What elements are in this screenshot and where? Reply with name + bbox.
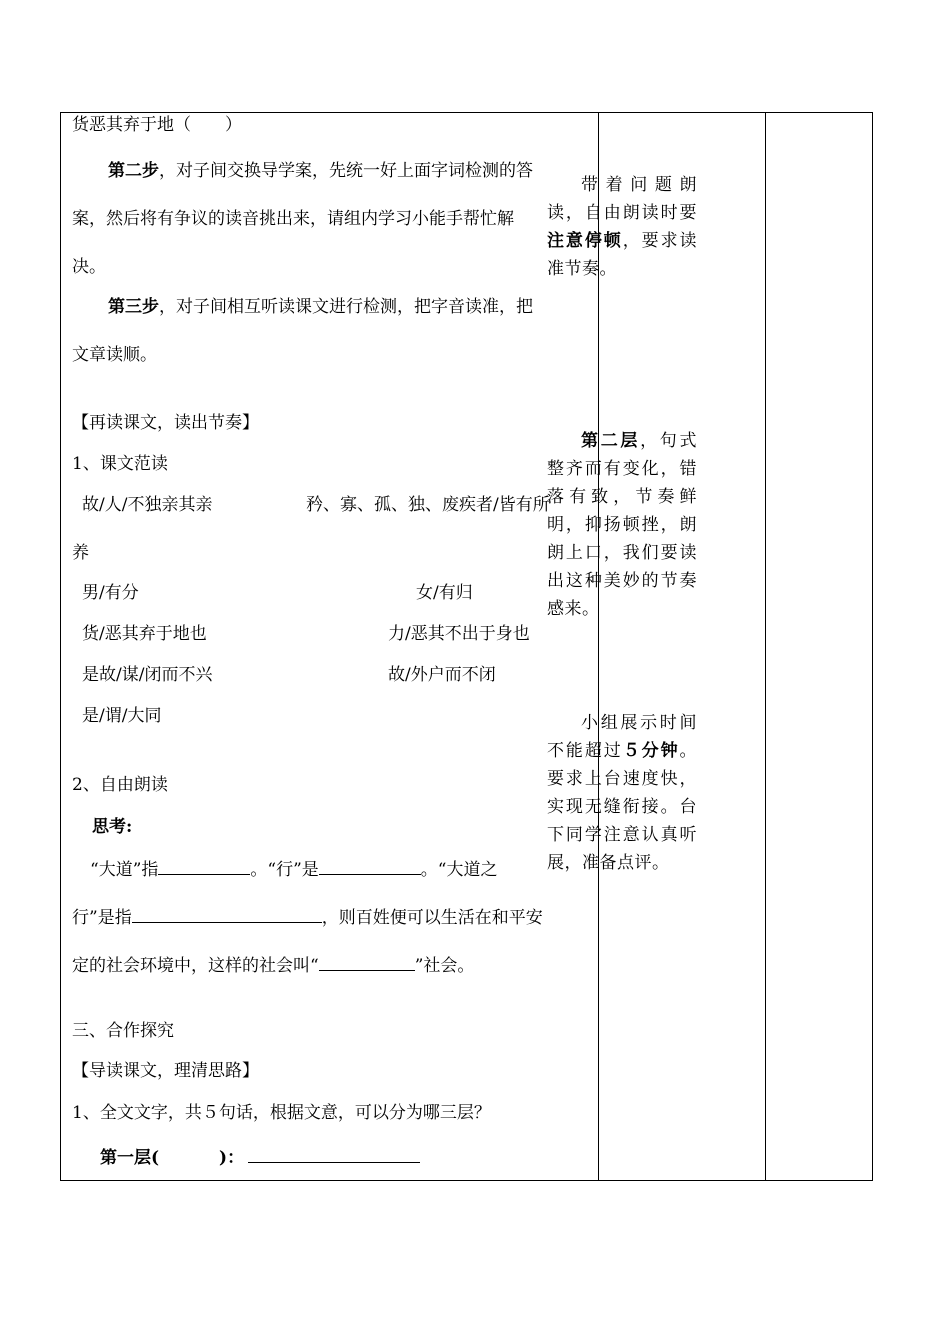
- rhythm-line-1-continued: 养: [72, 543, 89, 563]
- step3-line-2: 文章读顺。: [72, 345, 157, 365]
- answer-blank[interactable]: [248, 1144, 420, 1163]
- section-heading-reread: 【再读课文，读出节奏】: [72, 413, 259, 433]
- think-label: 思考:: [92, 817, 133, 837]
- step2-line-2: 案，然后将有争议的读音挑出来，请组内学习小能手帮忙解: [72, 209, 514, 229]
- rhythm-line-3-right: 力/恶其不出于身也: [388, 624, 530, 644]
- text-line-top: 货恶其弃于地（ ）: [72, 115, 242, 135]
- side-note-second-layer: 第二层，句式整齐而有变化，错落有致，节奏鲜明，抑扬顿挫，朗朗上口，我们要读出这种美妙的节奏感来。: [547, 431, 698, 619]
- item-free-reading: 2、自由朗读: [72, 775, 168, 795]
- step2-line-1: 第二步，对子间交换导学案，先统一好上面字词检测的答: [108, 161, 533, 181]
- answer-blank[interactable]: [132, 904, 322, 923]
- side-note-group-display: 小组展示时间不能超过５分钟。要求上台速度快，实现无缝衔接。台下同学注意认真听展，准备点评。: [547, 713, 698, 873]
- answer-blank[interactable]: [158, 856, 250, 875]
- item-structure-question: 1、全文文字，共５句话，根据文意，可以分为哪三层？: [72, 1103, 491, 1123]
- question-line-3: 定的社会环境中，这样的社会叫“ ”社会。: [72, 952, 474, 977]
- lesson-table: [60, 112, 873, 1181]
- section-cooperative-inquiry: 三、合作探究: [72, 1021, 174, 1041]
- rhythm-line-2-left: 男/有分: [82, 583, 139, 603]
- question-line-1: “大道”指 。“行”是 。“大道之: [90, 856, 497, 881]
- column-divider-2: [765, 113, 766, 1180]
- answer-blank[interactable]: [319, 952, 415, 971]
- rhythm-line-1-right: 矜、寡、孤、独、废疾者/皆有所: [306, 495, 550, 515]
- step3-line-1: 第三步，对子间相互听读课文进行检测，把字音读准，把: [108, 297, 533, 317]
- rhythm-line-4-right: 故/外户而不闭: [388, 665, 496, 685]
- rhythm-line-1-left: 故/人/不独亲其亲: [82, 495, 213, 515]
- rhythm-line-4-left: 是故/谋/闭而不兴: [82, 665, 213, 685]
- rhythm-line-3-left: 货/恶其弃于地也: [82, 624, 207, 644]
- section-heading-guide: 【导读课文，理清思路】: [72, 1061, 259, 1081]
- layer1-line: 第一层( )：: [100, 1144, 420, 1169]
- rhythm-line-5-left: 是/谓/大同: [82, 706, 162, 726]
- side-note-reading: 带着问题朗读，自由朗读时要注意停顿，要求读准节奏。: [547, 175, 698, 279]
- item-reading-demo: 1、课文范读: [72, 454, 168, 474]
- answer-blank[interactable]: [319, 856, 421, 875]
- rhythm-line-2-right: 女/有归: [416, 583, 473, 603]
- question-line-2: 行”是指 ，则百姓便可以生活在和平安: [72, 904, 543, 929]
- step2-line-3: 决。: [72, 257, 106, 277]
